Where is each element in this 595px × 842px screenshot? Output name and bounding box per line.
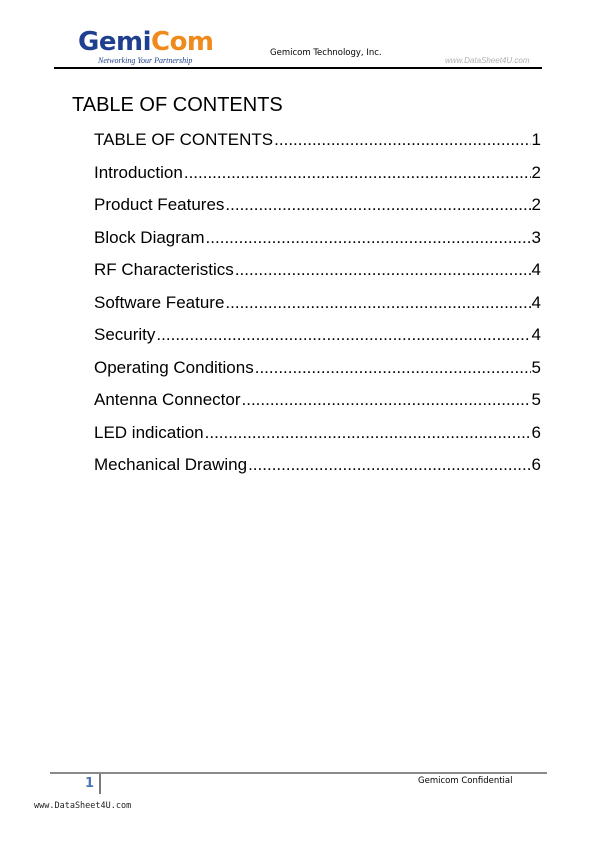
toc-entry-page: 6 xyxy=(531,422,541,442)
toc-entry-title[interactable]: LED indication xyxy=(94,422,204,442)
page-number: 1 xyxy=(85,776,95,791)
toc-entry-title[interactable]: Product Features xyxy=(94,195,225,214)
toc-entry-title[interactable]: Mechanical Drawing xyxy=(94,455,248,474)
toc-entry-page: 4 xyxy=(531,292,541,312)
footer-watermark: www.DataSheet4U.com xyxy=(34,801,132,811)
toc-entry[interactable] xyxy=(94,388,541,421)
toc-entry-page: 4 xyxy=(531,325,541,344)
toc-leader-dots xyxy=(235,258,531,282)
toc-leader-dots xyxy=(242,388,531,412)
toc-entry-title[interactable]: Introduction xyxy=(94,162,183,182)
toc-leader-dots xyxy=(225,291,530,315)
toc-leader-dots xyxy=(255,356,531,380)
logo-wordmark xyxy=(78,26,214,58)
toc-entry[interactable] xyxy=(94,128,541,161)
toc-entry[interactable] xyxy=(94,356,541,389)
toc-entry-page: 4 xyxy=(531,260,541,279)
toc-entry-title[interactable]: Operating Conditions xyxy=(94,357,254,377)
toc-entry[interactable] xyxy=(94,323,541,356)
logo-part-com: Com xyxy=(150,27,214,57)
toc-entry-title[interactable]: Security xyxy=(94,325,156,344)
toc-leader-dots xyxy=(184,161,531,185)
toc-entry[interactable] xyxy=(94,258,541,291)
logo-tagline: Networking Your Partnership xyxy=(98,56,193,65)
footer-confidential: Gemicom Confidential xyxy=(418,776,513,786)
toc-entry-title[interactable]: RF Characteristics xyxy=(94,260,234,279)
footer-divider xyxy=(50,772,547,774)
toc-entry-title[interactable]: Software Feature xyxy=(94,292,225,312)
logo-part-gemi: Gemi xyxy=(78,27,151,57)
toc-entry[interactable] xyxy=(94,453,541,486)
toc-entry[interactable] xyxy=(94,226,541,259)
header-company-name: Gemicom Technology, Inc. xyxy=(270,48,382,58)
toc-title: TABLE OF CONTENTS xyxy=(72,94,283,116)
toc-entry-title[interactable]: Antenna Connector xyxy=(94,390,241,409)
company-logo xyxy=(78,26,228,66)
header-watermark: www.DataSheet4U.com xyxy=(445,56,530,65)
toc-entry[interactable] xyxy=(94,291,541,324)
toc-entry-page: 3 xyxy=(531,227,541,247)
toc-entry-page: 1 xyxy=(531,130,541,149)
toc-list xyxy=(94,128,541,486)
page-number-separator xyxy=(99,774,101,794)
toc-entry-page: 5 xyxy=(531,357,541,377)
toc-entry-page: 6 xyxy=(531,455,541,474)
toc-leader-dots xyxy=(206,226,531,250)
toc-leader-dots xyxy=(274,128,530,152)
toc-entry-page: 2 xyxy=(531,195,541,214)
toc-entry-title[interactable]: Block Diagram xyxy=(94,227,205,247)
toc-entry-title[interactable]: TABLE OF CONTENTS xyxy=(94,130,274,149)
toc-entry[interactable] xyxy=(94,421,541,454)
toc-entry[interactable] xyxy=(94,193,541,226)
toc-entry-page: 2 xyxy=(531,162,541,182)
toc-leader-dots xyxy=(205,421,531,445)
header-divider xyxy=(54,67,542,69)
toc-entry-page: 5 xyxy=(531,390,541,409)
toc-leader-dots xyxy=(156,323,530,347)
toc-leader-dots xyxy=(248,453,530,477)
toc-entry[interactable] xyxy=(94,161,541,194)
toc-leader-dots xyxy=(225,193,530,217)
